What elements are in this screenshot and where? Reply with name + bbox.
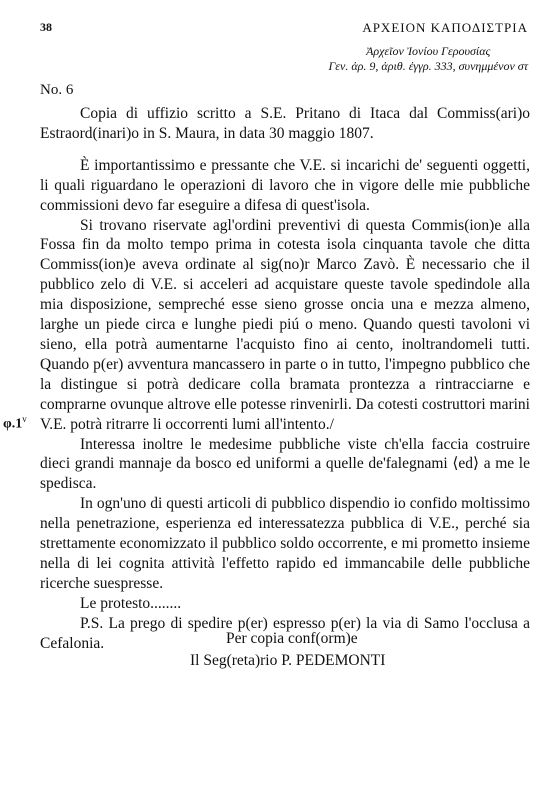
folio-verso-mark: v [22,414,27,424]
signature-block [190,628,385,672]
paragraph-2: Si trovano riservate agl'ordini preventivi di questa Commis(ion)e alla Fossa fin da molto tempo prima in cotesta isola cinquanta tavole che ditta Commiss(ion)e aveva ordinate al sig(no)r Marco Zavò. È necessario che il pubblico zelo di V.E. si acceleri ad acquistare queste tavole spedindole alla mia disposizione, sempreché esse sieno grosse oncia una e mezza almeno, larghe un piede circa e lunghe piedi piú o meno. Quando questi tavoloni vi sieno, ella potrà aumentarne l'acquisto fino ai cento, inoltrandomeli tutti. Quando p(er) avventura mancassero in parte o in tutto, l'impegno pubblico che la distingue si potrà dedicare colla bramata prontezza a rintracciarne e comprarne ovunque altrove elle potesse rinvenirli. Da cotesti costruttori marini V.E. potrà ritrarre li occorrenti lumi all'intento./ [40,216,530,433]
archive-source-line-2: Γεν. ἀρ. 9, ἀριθ. ἐγγρ. 333, συνημμένον στ [328,59,528,73]
signature-copy-line: Per copia conf(orm)e [226,630,358,647]
document-body [40,104,530,653]
closing-formula: Le protesto........ [80,594,182,612]
document-heading: Copia di uffizio scritto a S.E. Pritano di Itaca dal Commiss(ari)o Estraord(inari)o in S. Maura, in data 30 maggio 1807. [40,105,530,142]
document-number: No. 6 [40,82,74,98]
signature-secretary-line: Il Seg(reta)rio P. PEDEMONTI [190,652,386,669]
folio-margin-note [3,414,27,433]
archive-source-line-1: Ἀρχεῖον Ἰονίου Γερουσίας [366,44,491,58]
paragraph-1: È importantissimo e pressante che V.E. si incarichi de' seguenti oggetti, li quali riguardano le operazioni di lavoro che in vigore delle mie pubbliche commissioni devo far eseguire a difesa di quest'isola. [40,156,530,214]
archive-source [328,44,528,74]
running-head [40,20,528,38]
running-title: ΑΡΧΕΙΟΝ ΚΑΠΟΔΙΣΤΡΙΑ [362,20,528,35]
page-number: 38 [40,20,52,34]
folio-number: φ.1 [3,416,23,432]
paragraph-4: In ogn'uno di questi articoli di pubblico dispendio io confido moltissimo nella penetrazione, esperienza ed interessatezza pubblica di V.E., perché sia strettamente economizzato il pubblico soldo occorrente, e mi prometto insieme nella di lei cognita attività l'effetto rapido ed immancabile delle pubbliche ricerche suespresse. [40,495,530,592]
paragraph-3: Interessa inoltre le medesime pubbliche viste ch'ella faccia costruire dieci grandi mannaje da bosco ed uniformi a quelle de'falegnami ⟨ed⟩ a me le spedisca. [40,435,530,493]
postscript: P.S. La prego di spedire p(er) espresso p(er) la via di Samo l'occlusa a Cefalonia. [40,614,530,652]
